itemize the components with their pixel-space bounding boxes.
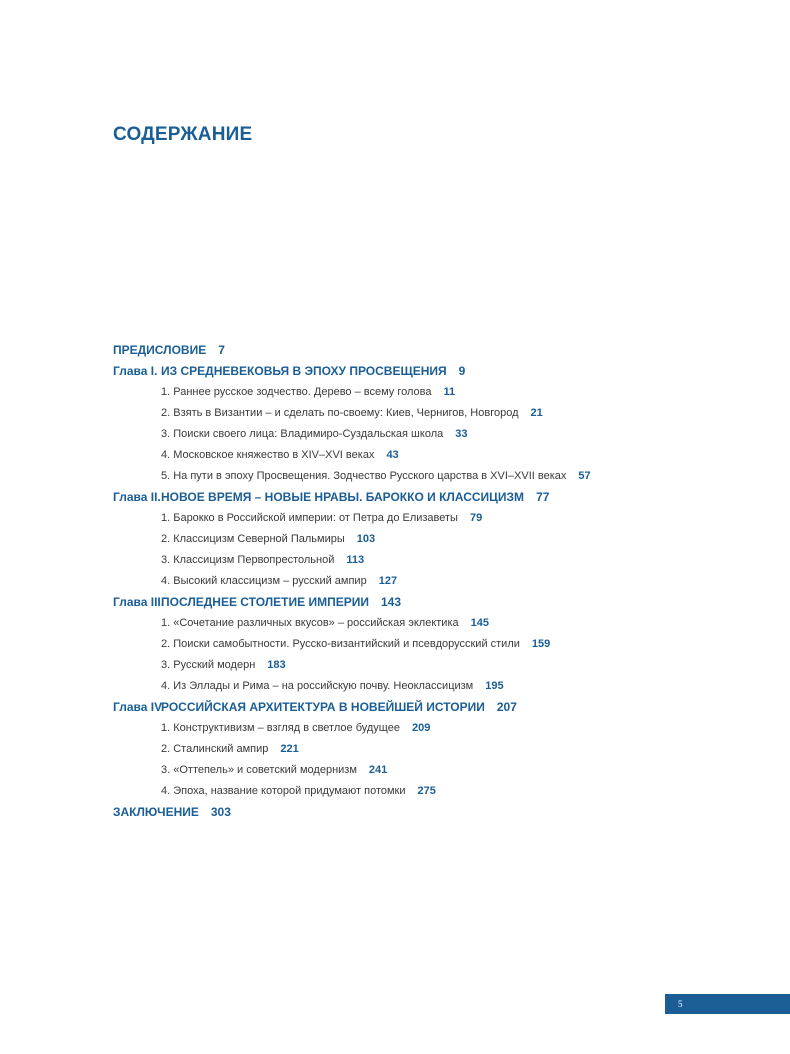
- section-title: 2. Классицизм Северной Пальмиры: [161, 533, 345, 545]
- chapter-label: Глава II.: [113, 490, 161, 504]
- toc-page-number: 113: [346, 554, 365, 566]
- toc-section[interactable]: [113, 718, 733, 739]
- toc-page-number: 195: [485, 680, 504, 692]
- toc-section[interactable]: [113, 508, 733, 529]
- page-number: 5: [678, 999, 683, 1009]
- toc-section[interactable]: [113, 571, 733, 592]
- chapter-label: Глава III.: [113, 595, 165, 609]
- section-title: 2. Поиски самобытности. Русско-византийский и псевдорусский стили: [161, 638, 520, 650]
- toc-page-number: 143: [380, 595, 401, 609]
- toc-page-number: 79: [469, 512, 483, 524]
- toc-chapter-3[interactable]: [113, 592, 733, 613]
- toc-entry-title: ЗАКЛЮЧЕНИЕ: [113, 805, 199, 819]
- toc-section[interactable]: [113, 550, 733, 571]
- toc-page-number: 21: [530, 407, 543, 419]
- toc-page-number: 209: [411, 722, 431, 734]
- toc-page-number: 127: [378, 575, 398, 587]
- section-title: 3. Русский модерн: [161, 659, 256, 671]
- section-title: 5. На пути в эпоху Просвещения. Зодчество Русского царства в XVI–XVII веках: [161, 470, 567, 482]
- chapter-title: НОВОЕ ВРЕМЯ – НОВЫЕ НРАВЫ. БАРОККО И КЛАССИЦИЗМ: [161, 490, 525, 504]
- toc-chapter-1[interactable]: [113, 361, 733, 382]
- section-title: 4. Эпоха, название которой придумают потомки: [161, 785, 406, 797]
- toc-section[interactable]: [113, 529, 733, 550]
- toc-entry-conclusion[interactable]: [113, 802, 733, 823]
- toc-page-number: 57: [578, 470, 591, 482]
- chapter-label: Глава I.: [113, 364, 158, 378]
- section-title: 4. Из Эллады и Рима – на российскую почву. Неоклассицизм: [161, 680, 474, 692]
- toc-entry-title: ПРЕДИСЛОВИЕ: [113, 343, 207, 357]
- toc-section[interactable]: [113, 445, 733, 466]
- section-title: 1. Конструктивизм – взгляд в светлое будущее: [161, 722, 400, 734]
- toc-section[interactable]: [113, 760, 733, 781]
- section-title: 4. Высокий классицизм – русский ампир: [161, 575, 367, 587]
- toc-page-number: 77: [536, 490, 550, 504]
- toc-page-number: 303: [210, 805, 231, 819]
- section-title: 1. Барокко в Российской империи: от Петра до Елизаветы: [161, 512, 458, 524]
- toc-page-number: 33: [455, 428, 468, 440]
- toc-page-number: 159: [531, 638, 551, 650]
- toc-page-number: 145: [470, 617, 489, 629]
- toc-entry-preface[interactable]: [113, 340, 733, 361]
- page-number-tab: [665, 994, 790, 1014]
- toc-chapter-2[interactable]: [113, 487, 733, 508]
- toc-section[interactable]: [113, 382, 733, 403]
- chapter-title: ИЗ СРЕДНЕВЕКОВЬЯ В ЭПОХУ ПРОСВЕЩЕНИЯ: [161, 364, 447, 378]
- chapter-title: ПОСЛЕДНЕЕ СТОЛЕТИЕ ИМПЕРИИ: [161, 595, 369, 609]
- toc-section[interactable]: [113, 676, 733, 697]
- toc-section[interactable]: [113, 403, 733, 424]
- toc-chapter-4[interactable]: [113, 697, 733, 718]
- toc-section[interactable]: [113, 739, 733, 760]
- toc-page-number: 9: [458, 364, 466, 378]
- toc-page-number: 207: [496, 700, 517, 714]
- section-title: 3. Классицизм Первопрестольной: [161, 554, 335, 566]
- chapter-label: Глава IV.: [113, 700, 165, 714]
- page-title: СОДЕРЖАНИЕ: [113, 124, 253, 145]
- section-title: 3. «Оттепель» и советский модернизм: [161, 764, 357, 776]
- toc-page-number: 11: [443, 386, 456, 398]
- toc-section[interactable]: [113, 655, 733, 676]
- toc-section[interactable]: [113, 781, 733, 802]
- section-title: 2. Сталинский ампир: [161, 743, 269, 755]
- toc-section[interactable]: [113, 613, 733, 634]
- toc-page-number: 43: [386, 449, 399, 461]
- toc-page-number: 103: [356, 533, 376, 545]
- toc-section[interactable]: [113, 634, 733, 655]
- toc-page-number: 183: [267, 659, 286, 671]
- toc-section[interactable]: [113, 466, 733, 487]
- section-title: 1. Раннее русское зодчество. Дерево – всему голова: [161, 386, 432, 398]
- section-title: 2. Взять в Византии – и сделать по-своему: Киев, Чернигов, Новгород: [161, 407, 519, 419]
- section-title: 3. Поиски своего лица: Владимиро-Суздальская школа: [161, 428, 444, 440]
- toc-page-number: 275: [417, 785, 436, 797]
- table-of-contents: [113, 340, 733, 823]
- toc-page-number: 221: [280, 743, 299, 755]
- section-title: 1. «Сочетание различных вкусов» – российская эклектика: [161, 617, 459, 629]
- toc-page-number: 7: [218, 343, 225, 357]
- toc-page-number: 241: [368, 764, 388, 776]
- section-title: 4. Московское княжество в XIV–XVI веках: [161, 449, 375, 461]
- toc-section[interactable]: [113, 424, 733, 445]
- chapter-title: РОССИЙСКАЯ АРХИТЕКТУРА В НОВЕЙШЕЙ ИСТОРИИ: [161, 700, 485, 714]
